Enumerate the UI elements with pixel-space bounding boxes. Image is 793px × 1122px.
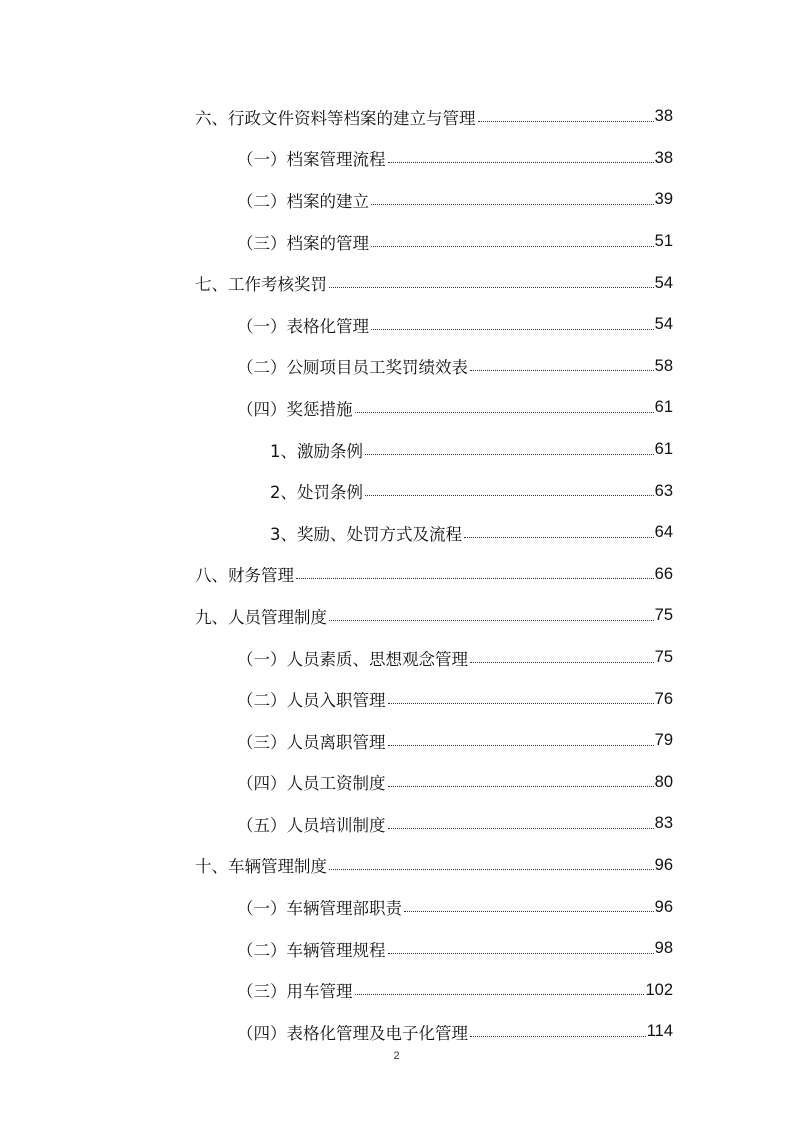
dot-leader	[464, 537, 654, 538]
toc-entry[interactable]	[195, 803, 673, 845]
dot-leader	[470, 1036, 646, 1037]
toc-entry[interactable]	[195, 512, 673, 554]
dot-leader	[329, 287, 654, 288]
toc-entry-page: 61	[654, 398, 673, 417]
toc-entry[interactable]	[195, 554, 673, 596]
toc-entry[interactable]	[195, 678, 673, 720]
toc-entry[interactable]	[195, 969, 673, 1011]
toc-entry[interactable]	[195, 595, 673, 637]
toc-entry-title: （三）人员离职管理	[237, 732, 386, 752]
toc-entry-title: （一）人员素质、思想观念管理	[237, 649, 468, 669]
dot-leader	[371, 329, 654, 330]
toc-entry-page: 75	[654, 648, 673, 667]
toc-entry-title: 七、工作考核奖罚	[195, 275, 327, 295]
dot-leader	[388, 828, 654, 829]
toc-entry-page: 63	[654, 481, 673, 500]
toc-entry[interactable]	[195, 762, 673, 804]
toc-entry-page: 61	[654, 440, 673, 459]
toc-entry-title: 九、人员管理制度	[195, 607, 327, 627]
toc-entry-page: 83	[654, 814, 673, 833]
toc-entry-title: （二）公厕项目员工奖罚绩效表	[237, 358, 468, 378]
toc-entry-title: 2、处罚条例	[270, 483, 363, 503]
table-of-contents	[195, 96, 673, 1053]
toc-entry-page: 96	[654, 855, 673, 874]
dot-leader	[355, 412, 654, 413]
toc-entry-title: 1、激励条例	[270, 441, 363, 461]
toc-entry[interactable]	[195, 304, 673, 346]
toc-entry-page: 80	[654, 772, 673, 791]
toc-entry-page: 39	[654, 190, 673, 209]
toc-entry[interactable]	[195, 138, 673, 180]
toc-entry[interactable]	[195, 928, 673, 970]
toc-entry[interactable]	[195, 221, 673, 263]
toc-entry-page: 38	[654, 107, 673, 126]
toc-entry-page: 76	[654, 689, 673, 708]
toc-entry[interactable]	[195, 179, 673, 221]
toc-entry-title: （一）车辆管理部职责	[237, 899, 402, 919]
toc-entry-title: （二）车辆管理规程	[237, 940, 386, 960]
toc-entry[interactable]	[195, 637, 673, 679]
dot-leader	[365, 495, 654, 496]
toc-entry-title: 八、财务管理	[195, 566, 294, 586]
toc-entry[interactable]	[195, 845, 673, 887]
dot-leader	[388, 703, 654, 704]
toc-entry-page: 114	[646, 1022, 673, 1041]
toc-entry-title: （二）档案的建立	[237, 191, 369, 211]
toc-entry-title: 3、奖励、处罚方式及流程	[270, 524, 462, 544]
toc-entry[interactable]	[195, 387, 673, 429]
dot-leader	[355, 994, 645, 995]
toc-entry-title: （三）档案的管理	[237, 233, 369, 253]
toc-entry[interactable]	[195, 429, 673, 471]
dot-leader	[470, 662, 654, 663]
toc-entry-page: 54	[654, 315, 673, 334]
toc-entry-title: （五）人员培训制度	[237, 815, 386, 835]
toc-entry-page: 58	[654, 356, 673, 375]
toc-entry-title: 十、车辆管理制度	[195, 857, 327, 877]
toc-entry-page: 51	[654, 232, 673, 251]
dot-leader	[388, 745, 654, 746]
toc-entry-title: （二）人员入职管理	[237, 691, 386, 711]
toc-entry[interactable]	[195, 346, 673, 388]
toc-entry-title: （一）表格化管理	[237, 316, 369, 336]
toc-entry-title: （四）人员工资制度	[237, 774, 386, 794]
toc-entry-page: 66	[654, 564, 673, 583]
page-number: 2	[393, 1050, 400, 1062]
toc-entry[interactable]	[195, 262, 673, 304]
toc-entry-title: （三）用车管理	[237, 982, 353, 1002]
toc-entry-page: 96	[654, 897, 673, 916]
toc-entry-page: 54	[654, 273, 673, 292]
dot-leader	[296, 578, 654, 579]
dot-leader	[365, 454, 654, 455]
toc-entry-title: （一）档案管理流程	[237, 150, 386, 170]
toc-entry-title: （四）奖惩措施	[237, 399, 353, 419]
dot-leader	[478, 121, 654, 122]
dot-leader	[404, 911, 654, 912]
toc-entry-title: 六、行政文件资料等档案的建立与管理	[195, 108, 476, 128]
toc-entry[interactable]	[195, 886, 673, 928]
toc-entry[interactable]	[195, 1011, 673, 1053]
toc-entry-page: 38	[654, 148, 673, 167]
dot-leader	[388, 786, 654, 787]
toc-entry[interactable]	[195, 470, 673, 512]
dot-leader	[329, 620, 654, 621]
dot-leader	[470, 370, 654, 371]
dot-leader	[388, 953, 654, 954]
dot-leader	[371, 246, 654, 247]
toc-entry-page: 64	[654, 523, 673, 542]
toc-entry[interactable]	[195, 96, 673, 138]
toc-entry[interactable]	[195, 720, 673, 762]
dot-leader	[388, 162, 654, 163]
dot-leader	[329, 869, 654, 870]
toc-entry-page: 98	[654, 939, 673, 958]
toc-entry-page: 102	[645, 980, 673, 999]
toc-entry-page: 75	[654, 606, 673, 625]
toc-entry-page: 79	[654, 731, 673, 750]
dot-leader	[371, 204, 654, 205]
toc-entry-title: （四）表格化管理及电子化管理	[237, 1023, 468, 1043]
